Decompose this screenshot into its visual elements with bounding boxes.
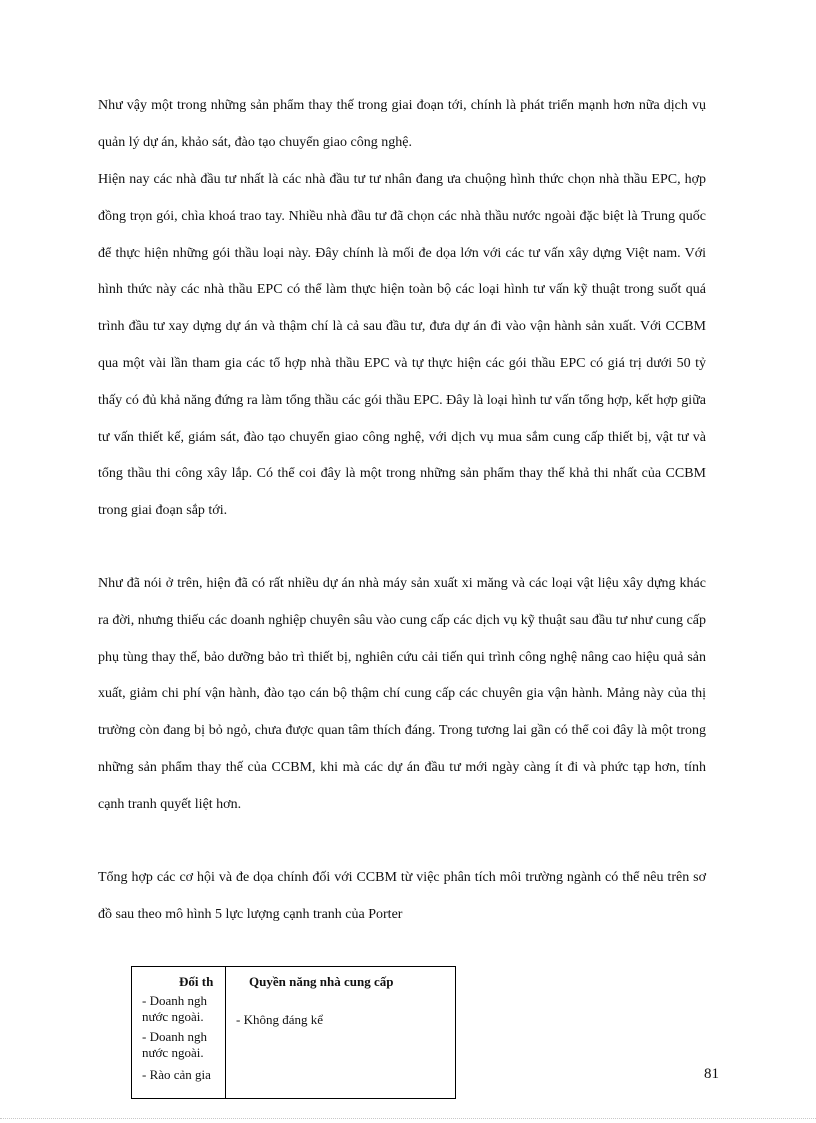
supplier-power-title: Quyền năng nhà cung cấp xyxy=(249,974,394,989)
supplier-power-box xyxy=(225,966,456,1099)
rivals-box xyxy=(131,966,226,1099)
rivals-box-line: - Doanh ngh xyxy=(142,993,207,1008)
rivals-box-title: Đối th xyxy=(179,974,214,989)
rivals-box-line: - Rào cản gia xyxy=(142,1067,211,1082)
porter-five-forces-diagram xyxy=(131,966,456,1099)
paragraph-4: Tổng hợp các cơ hội và đe dọa chính đối với CCBM từ việc phân tích môi trường ngành có thể nêu trên sơ đồ sau theo mô hình 5 lực lượng cạnh tranh của Porter xyxy=(98,870,706,922)
page-bottom-border xyxy=(0,1118,816,1119)
rivals-box-line: nước ngoài. xyxy=(142,1045,204,1060)
rivals-box-line: nước ngoài. xyxy=(142,1009,204,1024)
rivals-box-line: - Doanh ngh xyxy=(142,1029,207,1044)
paragraph-3: Như đã nói ở trên, hiện đã có rất nhiều dự án nhà máy sản xuất xi măng và các loại vật liệu xây dựng khác ra đời, nhưng thiếu các doanh nghiệp chuyên sâu vào cung cấp các dịch vụ kỹ thuật sau đầu tư như cung cấp phụ tùng thay thế, bảo dưỡng bảo trì thiết bị, nghiên cứu cải tiến qui trình công nghệ nâng cao hiệu quả sản xuất, giảm chi phí vận hành, đào tạo cán bộ thậm chí cung cấp các chuyên gia vận hành. Mảng này của thị trường còn đang bị bỏ ngỏ, chưa được quan tâm thích đáng. Trong tương lai gần có thể coi đây là một trong những sản phẩm thay thế của CCBM, khi mà các dự án đầu tư mới ngày càng ít đi và phức tạp hơn, tính cạnh tranh quyết liệt hơn. xyxy=(98,576,706,812)
paragraph-2: Hiện nay các nhà đầu tư nhất là các nhà đầu tư tư nhân đang ưa chuộng hình thức chọn nhà thầu EPC, hợp đồng trọn gói, chìa khoá trao tay. Nhiều nhà đầu tư đã chọn các nhà thầu nước ngoài đặc biệt là Trung quốc để thực hiện những gói thầu loại này. Đây chính là mối đe dọa lớn với các tư vấn xây dựng Việt nam. Với hình thức này các nhà thầu EPC có thể làm thực hiện toàn bộ các loại hình tư vấn kỹ thuật trong suốt quá trình đầu tư xay dựng dự án và thậm chí là cả sau đầu tư, đưa dự án đi vào vận hành sản xuất. Với CCBM qua một vài lần tham gia các tổ hợp nhà thầu EPC và tự thực hiện các gói thầu EPC có giá trị dưới 50 tỷ thấy có đủ khả năng đứng ra làm tổng thầu các gói thầu EPC. Đây là loại hình tư vấn tổng hợp, kết hợp giữa tư vấn thiết kế, giám sát, đào tạo chuyển giao công nghệ, với dịch vụ mua sắm cung cấp thiết bị, vật tư và tổng thầu thi công xây lắp. Có thể coi đây là một trong những sản phẩm thay thế khả thi nhất của CCBM trong giai đoạn sắp tới. xyxy=(98,172,706,519)
supplier-power-item: - Không đáng kể xyxy=(236,1012,324,1027)
page-number: 81 xyxy=(704,1066,719,1082)
paragraph-1: Như vậy một trong những sản phẩm thay thế trong giai đoạn tới, chính là phát triển mạnh hơn nữa dịch vụ quản lý dự án, khảo sát, đào tạo chuyển giao công nghệ. xyxy=(98,98,706,150)
